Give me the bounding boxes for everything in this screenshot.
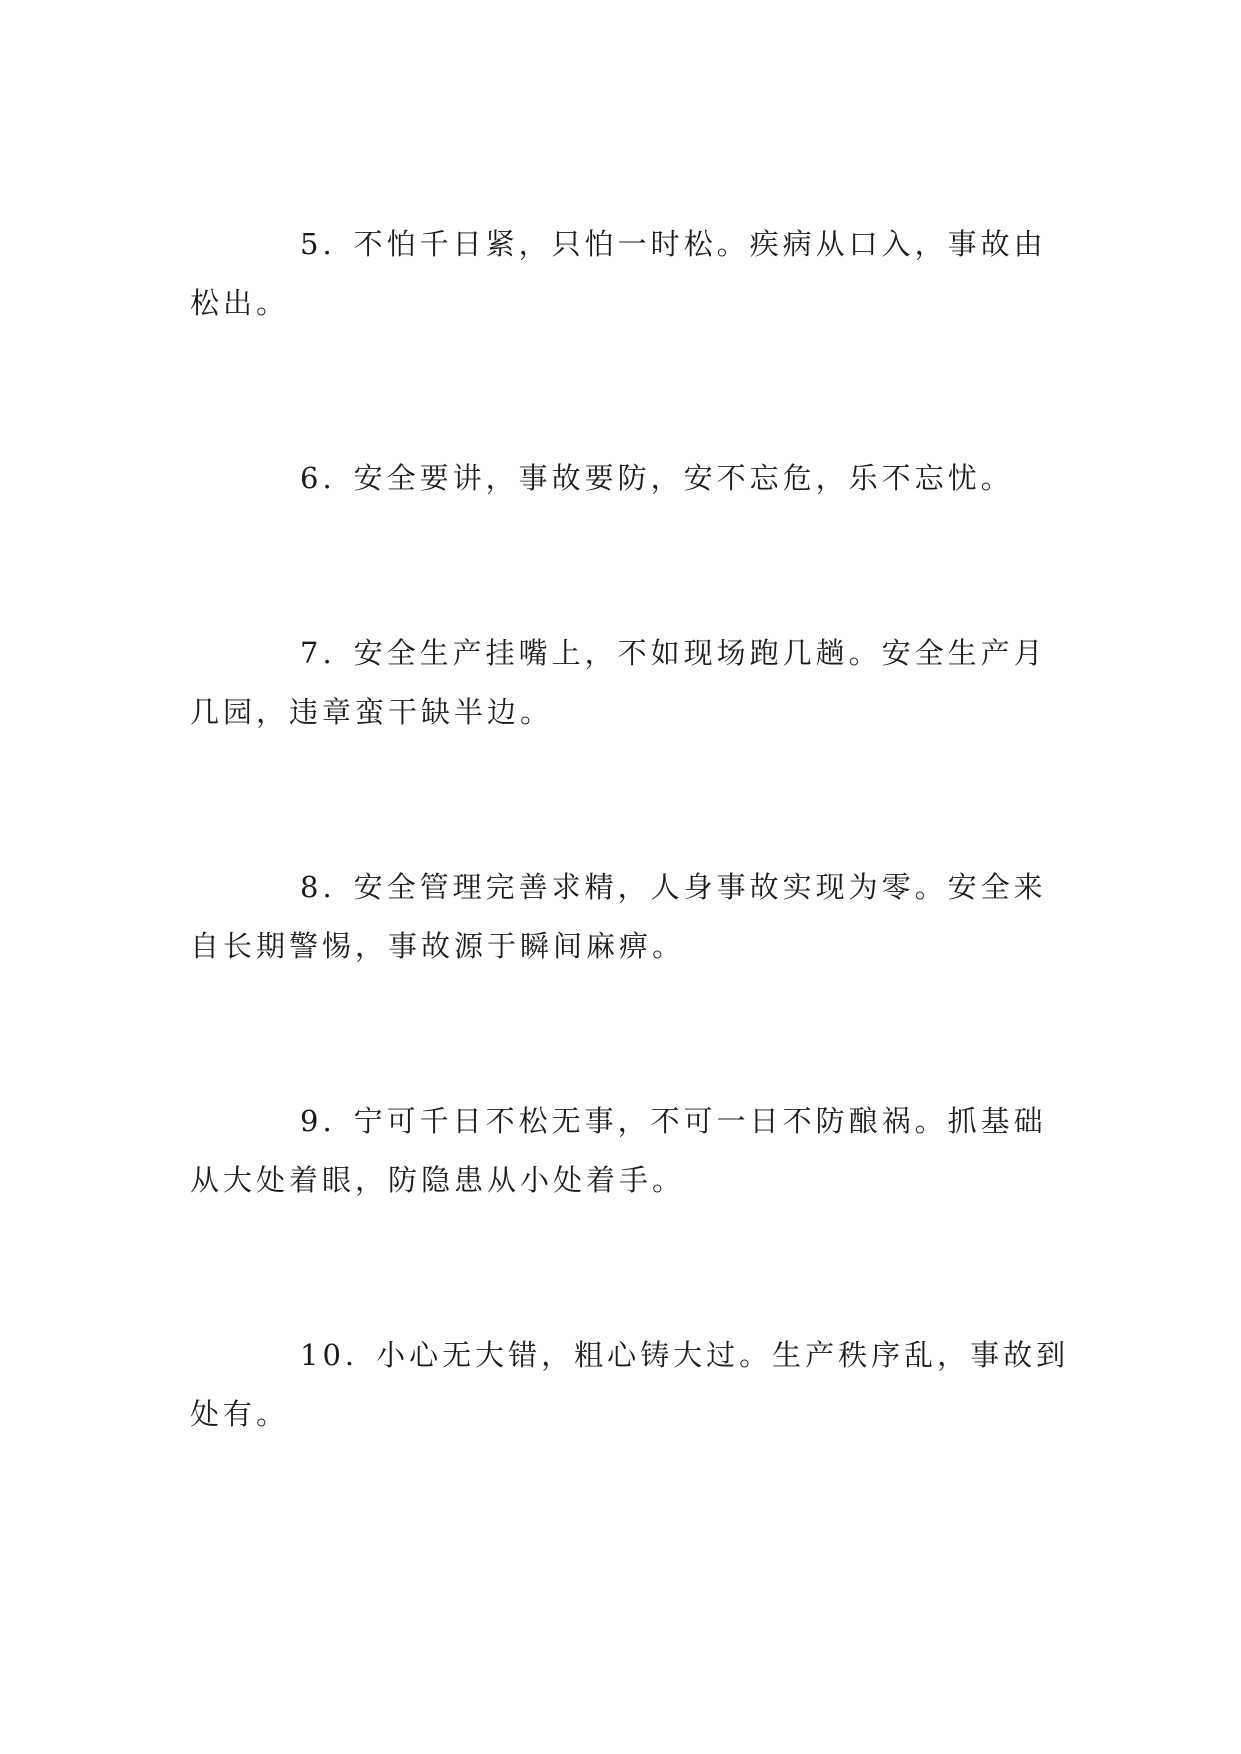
- paragraph-continuation-line: 几园，违章蛮干缺半边。: [190, 695, 554, 729]
- list-item: [190, 1326, 1070, 1444]
- item-text: 小心无大错，粗心铸大过。生产秩序乱，事故到: [376, 1338, 1070, 1372]
- paragraph-first-line: [190, 624, 1051, 683]
- list-item: [190, 624, 1051, 742]
- list-item: [190, 449, 1051, 508]
- list-item: [190, 215, 1051, 333]
- paragraph-first-line: [190, 858, 1051, 917]
- list-item: [190, 858, 1051, 976]
- item-number: 8.: [300, 870, 336, 904]
- item-number: 5.: [300, 227, 336, 261]
- item-text: 不怕千日紧，只怕一时松。疾病从口入，事故由: [353, 227, 1047, 261]
- paragraph-first-line: [190, 215, 1051, 274]
- paragraph-first-line: [190, 1092, 1051, 1151]
- paragraph-first-line: [190, 449, 1051, 508]
- item-text: 安全要讲，事故要防，安不忘危，乐不忘忧。: [353, 461, 1014, 495]
- item-text: 安全管理完善求精，人身事故实现为零。安全来: [353, 870, 1047, 904]
- paragraph-continuation-line: 处有。: [190, 1397, 290, 1431]
- item-number: 7.: [300, 636, 336, 670]
- item-text: 安全生产挂嘴上，不如现场跑几趟。安全生产月: [353, 636, 1047, 670]
- item-number: 9.: [300, 1104, 336, 1138]
- paragraph-continuation-line: 自长期警惕，事故源于瞬间麻痹。: [190, 929, 686, 963]
- list-item: [190, 1092, 1051, 1210]
- paragraph-first-line: [190, 1326, 1070, 1385]
- paragraph-continuation-line: 从大处着眼，防隐患从小处着手。: [190, 1163, 686, 1197]
- item-text: 宁可千日不松无事，不可一日不防酿祸。抓基础: [353, 1104, 1047, 1138]
- item-number: 6.: [300, 461, 336, 495]
- item-number: 10.: [300, 1338, 359, 1372]
- paragraph-continuation-line: 松出。: [190, 286, 290, 320]
